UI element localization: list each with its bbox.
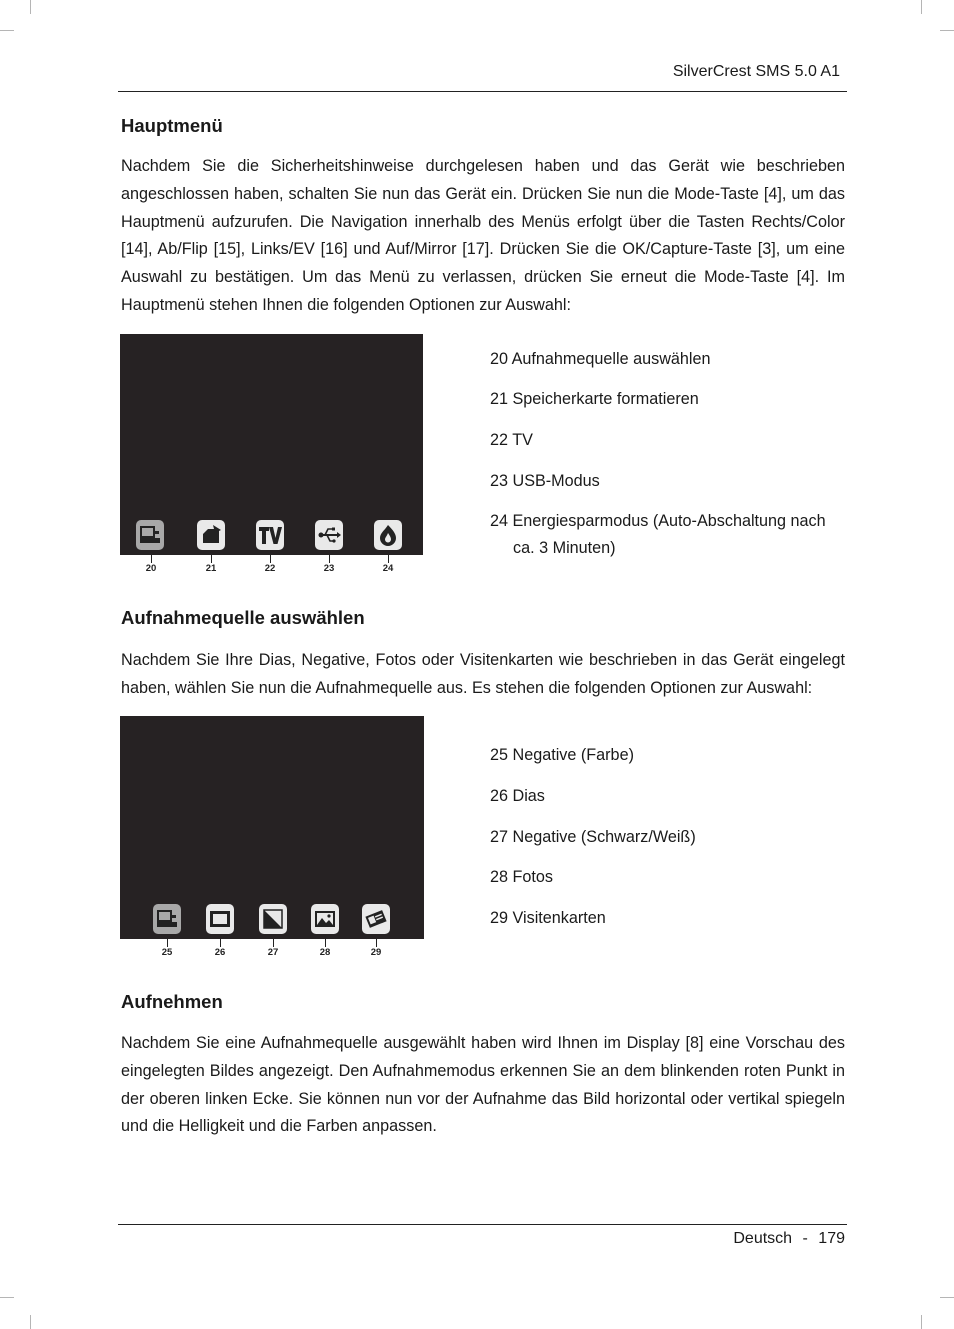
page-footer [733, 1230, 845, 1248]
tv-icon [258, 523, 282, 547]
caption-27: 27 [267, 947, 279, 958]
caption-21: 21 [205, 563, 217, 574]
option-item: 22 TV [490, 431, 533, 449]
caption-28: 28 [319, 947, 331, 958]
heading-hauptmenue: Hauptmenü [121, 115, 223, 136]
source-item-26 [206, 904, 234, 934]
option-item: 28 Fotos [490, 868, 553, 886]
option-continuation: ca. 3 Minuten) [513, 539, 616, 557]
caption-29: 29 [370, 947, 382, 958]
slide-icon [208, 907, 232, 931]
menu-item-22 [256, 520, 284, 550]
source-item-27 [259, 904, 287, 934]
source-item-29 [362, 904, 390, 934]
header-rule [118, 91, 847, 92]
option-item: 23 USB-Modus [490, 472, 600, 490]
menu-item-24 [374, 520, 402, 550]
option-item: 27 Negative (Schwarz/Weiß) [490, 828, 696, 846]
page-number: 179 [818, 1230, 845, 1247]
negative-color-icon [155, 907, 179, 931]
paragraph-hauptmenue: Nachdem Sie die Sicherheitshinweise durchgelesen haben und das Gerät wie beschrieben angeschlossen haben, schalten Sie nun das Gerät ein. Drücken Sie nun die Mode-Taste [4], um das Hauptmenü aufzurufen. Die Navigation innerhalb des Menüs erfolgt über die Tasten Rechts/Color [14], Ab/Flip [15], Links/EV [16] und Auf/Mirror [17]. Drücken Sie die OK/Capture-Taste [3], um eine Auswahl zu bestätigen. Um das Menü zu verlassen, drücken Sie erneut die Mode-Taste [4]. Im Hauptmenü stehen Ihnen die folgenden Optionen zur Auswahl: [121, 157, 845, 314]
memory-card-icon [199, 523, 223, 547]
usb-icon [317, 523, 341, 547]
option-item: 29 Visitenkarten [490, 909, 606, 927]
business-card-icon [364, 907, 388, 931]
caption-20: 20 [145, 563, 157, 574]
menu-item-23 [315, 520, 343, 550]
paragraph-aufnahmequelle: Nachdem Sie Ihre Dias, Negative, Fotos oder Visitenkarten wie beschrieben in das Gerät eingelegt haben, wählen Sie nun die Aufnahmequelle aus. Es stehen die folgenden Optionen zur Auswahl: [121, 651, 845, 697]
power-save-flame-icon [376, 523, 400, 547]
menu-item-21 [197, 520, 225, 550]
option-item: 20 Aufnahmequelle auswählen [490, 350, 711, 368]
source-item-25 [153, 904, 181, 934]
footer-separator: - [802, 1230, 808, 1247]
caption-26: 26 [214, 947, 226, 958]
source-select-screen [120, 716, 424, 939]
option-item: 21 Speicherkarte formatieren [490, 390, 699, 408]
option-item: 26 Dias [490, 787, 545, 805]
caption-24: 24 [382, 563, 394, 574]
caption-25: 25 [161, 947, 173, 958]
paragraph-aufnehmen: Nachdem Sie eine Aufnahmequelle ausgewählt haben wird Ihnen im Display [8] eine Vorschau des eingelegten Bildes angezeigt. Den Aufnahmemodus erkennen Sie an dem blinkenden roten Punkt in der oberen linken Ecke. Sie können nun vor der Aufnahme das Bild horizontal oder vertikal spiegeln und die Helligkeit und die Farben anpassen. [121, 1034, 845, 1136]
negative-bw-icon [261, 907, 285, 931]
menu-item-20 [136, 520, 164, 550]
header-title: SilverCrest SMS 5.0 A1 [672, 63, 840, 80]
footer-rule [118, 1224, 847, 1225]
option-item-multiline [490, 508, 826, 562]
caption-22: 22 [264, 563, 276, 574]
caption-23: 23 [323, 563, 335, 574]
heading-aufnehmen: Aufnehmen [121, 991, 223, 1012]
heading-aufnahmequelle: Aufnahmequelle auswählen [121, 607, 365, 628]
footer-language: Deutsch [733, 1230, 793, 1247]
main-menu-screen [120, 334, 423, 555]
option-text: 24 Energiesparmodus (Auto-Abschaltung nach [490, 512, 826, 530]
source-item-28 [311, 904, 339, 934]
photo-icon [313, 907, 337, 931]
option-item: 25 Negative (Farbe) [490, 746, 634, 764]
film-scanner-icon [138, 523, 162, 547]
